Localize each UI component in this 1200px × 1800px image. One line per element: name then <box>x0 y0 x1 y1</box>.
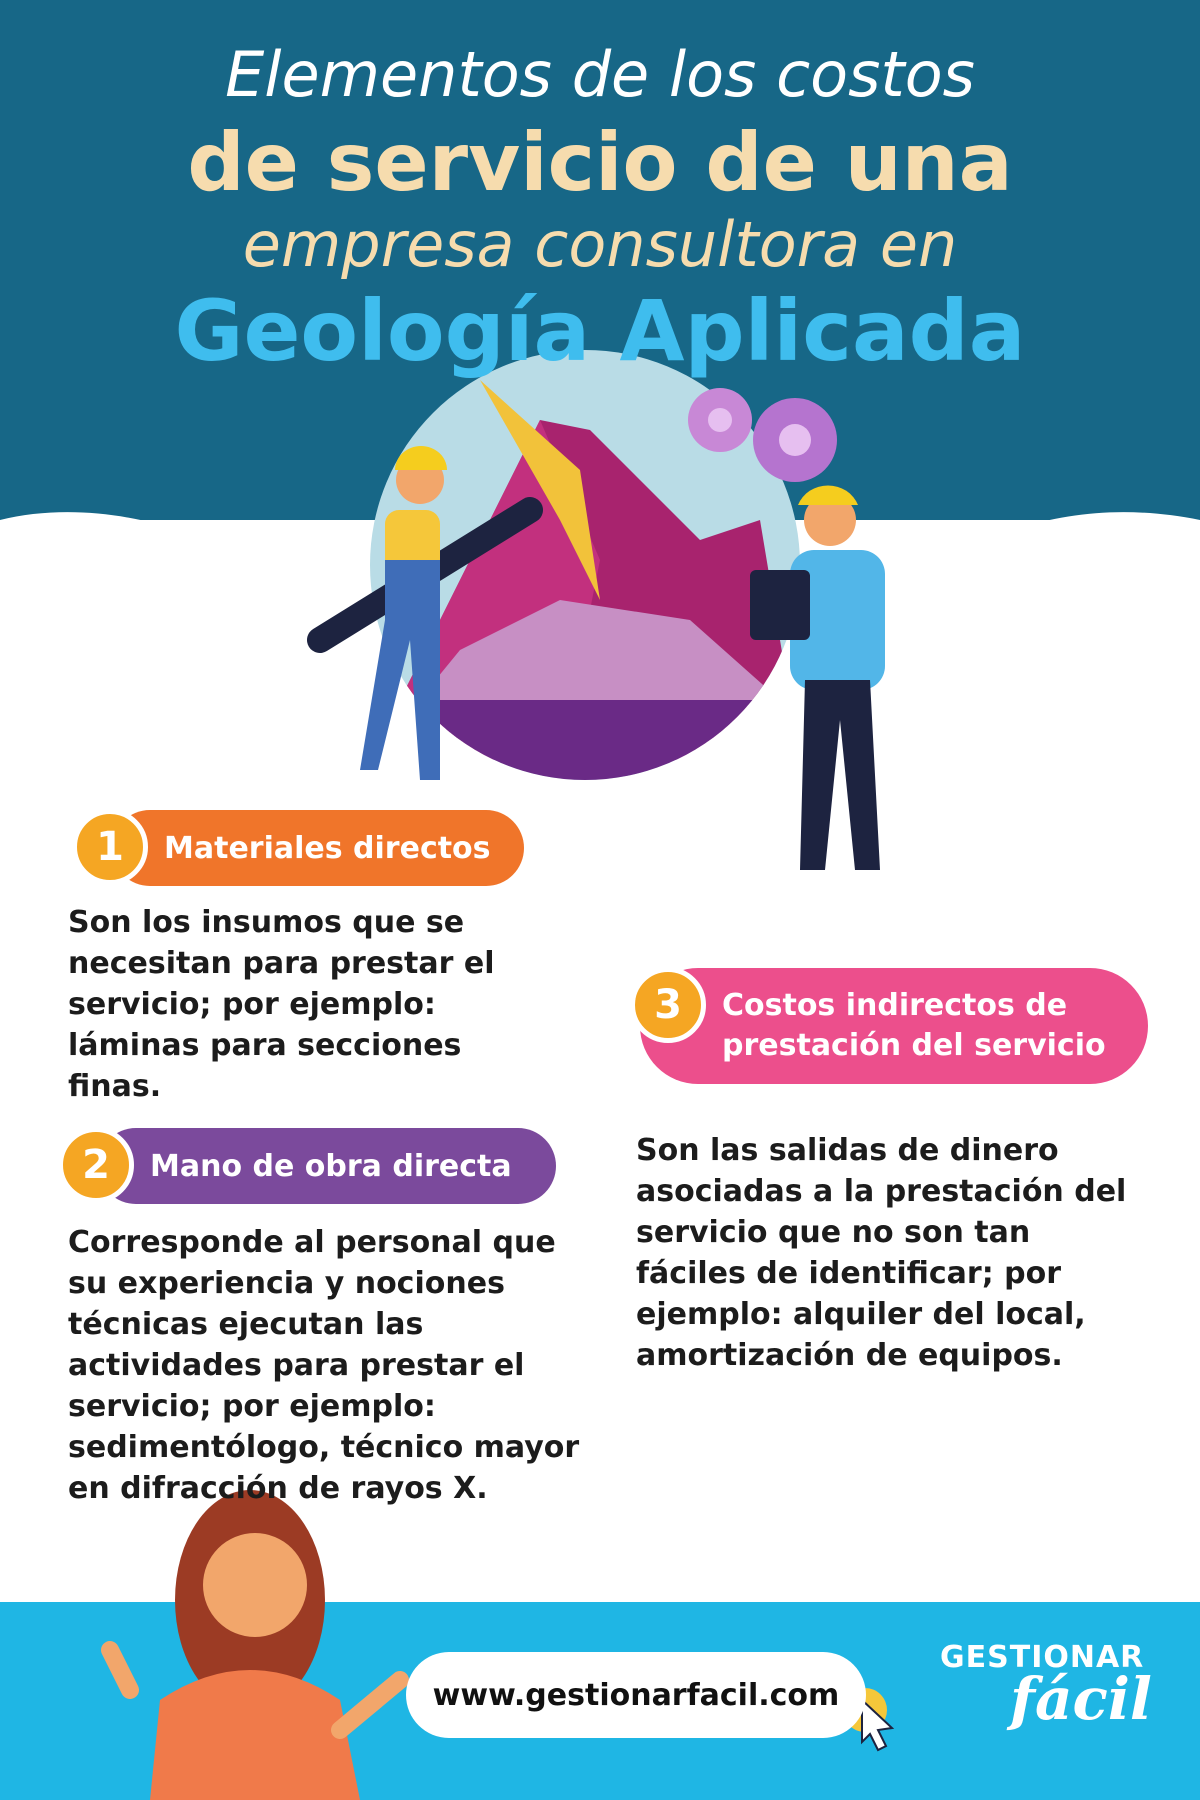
item-3-heading-line: prestación del servicio <box>722 1028 1106 1063</box>
item-2-description <box>68 1222 628 1509</box>
item-1-line: necesitan para prestar el <box>68 946 495 981</box>
item-3-number: 3 <box>654 982 682 1028</box>
item-3-line: asociadas a la prestación del <box>636 1174 1127 1209</box>
item-1-line: finas. <box>68 1069 162 1104</box>
item-2-heading-pill <box>98 1128 556 1204</box>
item-3-line: fáciles de identificar; por <box>636 1256 1062 1291</box>
item-1-line: Son los insumos que se <box>68 905 465 940</box>
item-1-line: láminas para secciones <box>68 1028 462 1063</box>
website-url: www.gestionarfacil.com <box>432 1677 840 1713</box>
item-1-line: servicio; por ejemplo: <box>68 987 436 1022</box>
item-2-line: técnicas ejecutan las <box>68 1307 424 1342</box>
item-3-description <box>636 1130 1176 1376</box>
title-line-2: de servicio de una <box>187 116 1013 209</box>
item-3-heading-pill <box>640 968 1148 1084</box>
item-3-line: ejemplo: alquiler del local, <box>636 1297 1086 1332</box>
item-2-line: en difracción de rayos X. <box>68 1471 488 1506</box>
item-2-line: actividades para prestar el <box>68 1348 525 1383</box>
brand-logo-bottom: fácil <box>1010 1665 1152 1733</box>
item-1-description <box>68 902 548 1107</box>
item-3-heading-line: Costos indirectos de <box>722 988 1068 1023</box>
item-1-heading-pill <box>112 810 524 886</box>
website-link[interactable] <box>406 1652 866 1738</box>
title-line-4: Geología Aplicada <box>174 282 1026 380</box>
item-2-line: sedimentólogo, técnico mayor <box>68 1430 580 1465</box>
item-1-number-badge <box>72 809 148 885</box>
item-1-number: 1 <box>96 824 124 870</box>
title-line-3: empresa consultora en <box>242 208 958 281</box>
item-3-line: Son las salidas de dinero <box>636 1133 1059 1168</box>
brand-logo-top: GESTIONAR <box>940 1640 1145 1675</box>
item-2-line: Corresponde al personal que <box>68 1225 556 1260</box>
item-2-line: su experiencia y nociones <box>68 1266 505 1301</box>
item-2-line: servicio; por ejemplo: <box>68 1389 436 1424</box>
item-3-line: amortización de equipos. <box>636 1338 1063 1373</box>
item-3-number-badge <box>630 967 706 1043</box>
item-2-number: 2 <box>82 1142 110 1188</box>
item-2-heading: Mano de obra directa <box>150 1148 512 1184</box>
item-3-line: servicio que no son tan <box>636 1215 1031 1250</box>
title-line-1: Elementos de los costos <box>225 38 975 111</box>
item-2-number-badge <box>58 1127 134 1203</box>
item-1-heading: Materiales directos <box>164 830 491 866</box>
